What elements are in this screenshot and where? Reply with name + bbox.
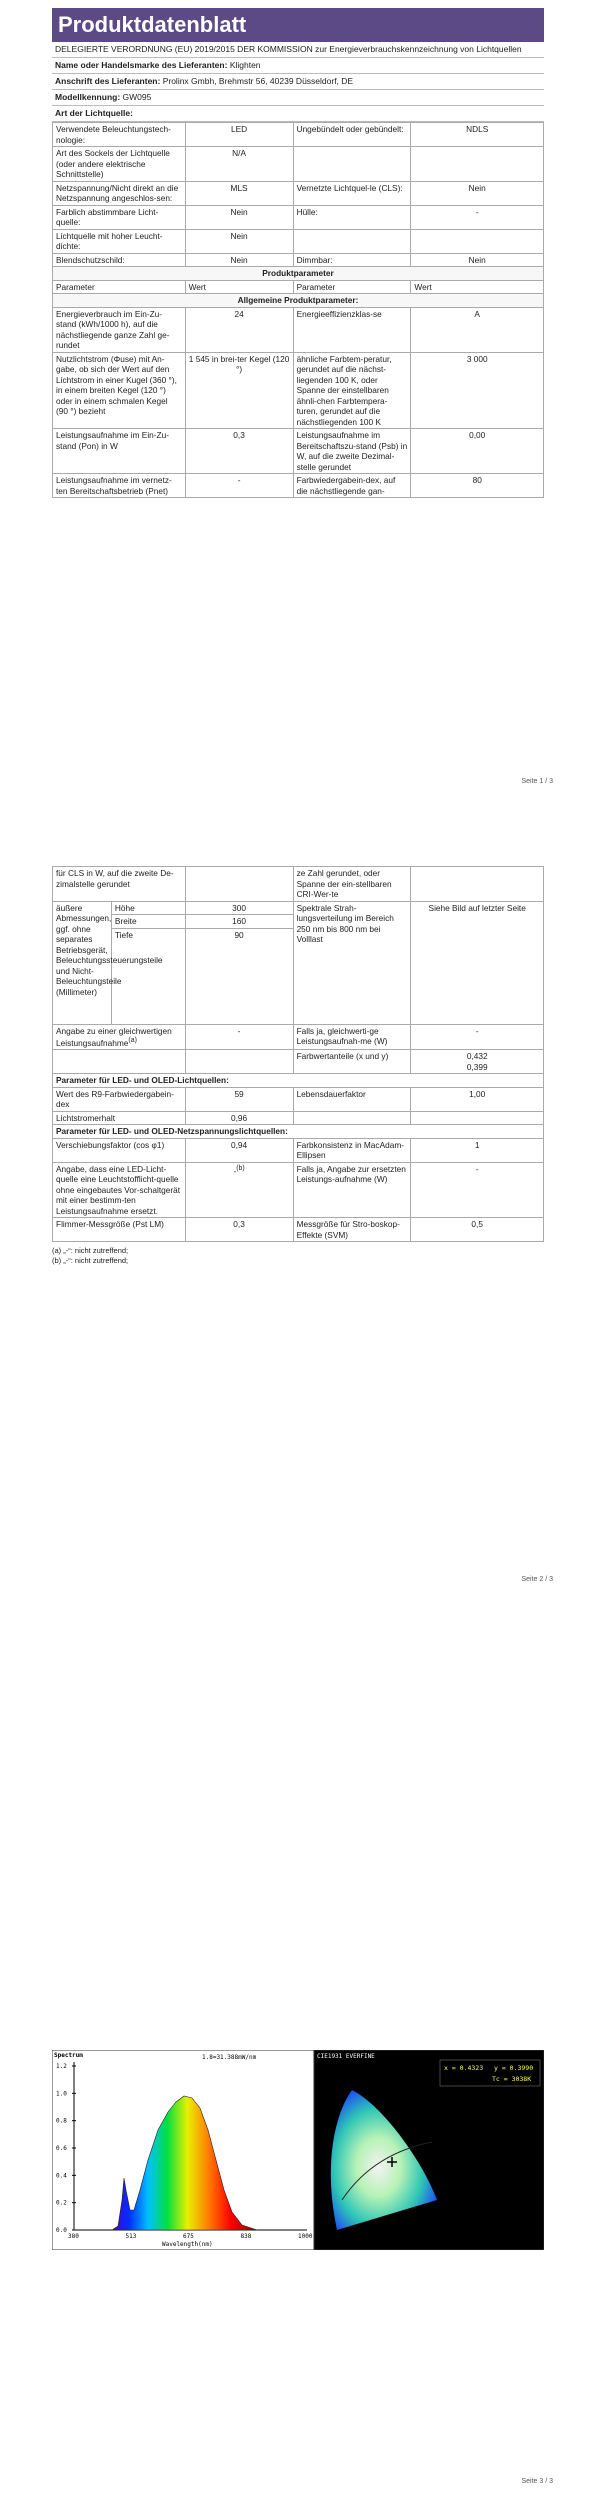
spectral-label: Spektrale Strah-lungsverteilung im Bereich 250 nm bis 800 nm bei Volllast — [293, 901, 411, 1024]
spectrum-x-tick: 675 — [183, 2233, 194, 2240]
spectrum-x-tick: 380 — [68, 2233, 79, 2240]
product-params-heading: Produktparameter — [53, 267, 544, 281]
table-row: Farblich abstimmbare Licht-quelle: Nein Hülle: - — [53, 205, 544, 229]
table-row: Lichtquelle mit hoher Leucht-dichte: Nein — [53, 229, 544, 253]
led-params-heading: Parameter für LED- und OLED-Lichtquellen: — [53, 1074, 544, 1088]
supplier-name-row: Name oder Handelsmarke des Lieferanten: Klighten — [52, 58, 544, 74]
spectrum-figure — [52, 2050, 544, 2250]
spectrum-y-tick: 0.4 — [56, 2172, 67, 2180]
cie-title: CIE1931 EVERFINE — [317, 2053, 375, 2060]
light-source-type-heading: Art der Lichtquelle: — [52, 106, 544, 122]
table-row: Lichtstromerhalt 0,96 — [53, 1111, 544, 1125]
supplier-address-row: Anschrift des Lieferanten: Prolinx Gmbh, Brehmstr 56, 40239 Düsseldorf, DE — [52, 74, 544, 90]
spectral-value: Siehe Bild auf letzter Seite — [411, 901, 544, 1024]
table-row: Verwendete Beleuchtungstech-nologie: LED Ungebündelt oder gebündelt: NDLS — [53, 123, 544, 147]
page-3 — [52, 2050, 544, 2255]
regulation-text: DELEGIERTE VERORDNUNG (EU) 2019/2015 DER KOMMISSION zur Energieverbrauchskennzeichnung von Lichtquellen — [52, 42, 544, 58]
spectrum-y-tick: 1.0 — [56, 2090, 67, 2098]
table-row: Farbwertanteile (x und y) 0,432 0,399 — [53, 1050, 544, 1074]
table-row: Blendschutzschild: Nein Dimmbar: Nein — [53, 253, 544, 267]
dimensions-row: äußere Abmessungen, ggf. ohne separates Betriebsgerät, Beleuchtungssteuerungsteile und Nicht-Beleuchtungsteile (Millimeter) Höhe 300 Spektrale Strah-lungsverteilung im Bereich 250 nm bis 800 nm bei Volllast Siehe Bild auf letzter Seite — [53, 901, 544, 915]
spectrum-y-tick: 0.0 — [56, 2227, 67, 2234]
spectrum-x-tick: 513 — [125, 2233, 137, 2240]
spectrum-xlabel: Wavelength(nm) — [162, 2241, 213, 2248]
table-row: Tiefe 90 — [53, 928, 544, 1024]
page-number-2: Seite 2 / 3 — [521, 1576, 553, 1583]
table-row: Flimmer-Messgröße (Pst LM) 0,3 Messgröße für Stro-boskop-Effekte (SVM) 0,5 — [53, 1218, 544, 1242]
table-row: Wert des R9-Farbwiedergabein-dex 59 Lebensdauerfaktor 1,00 — [53, 1087, 544, 1111]
table-row: Leistungsaufnahme im Ein-Zu-stand (Pon) in W 0,3 Leistungsaufnahme im Bereitschaftszu-stand (Psb) in W, auf die zweite Dezimal-stelle gerundet 0,00 — [53, 429, 544, 474]
general-params-heading: Allgemeine Produktparameter: — [53, 294, 544, 308]
spectrum-title: Spectrum — [54, 2052, 83, 2059]
cie-x: x = 0.4323 — [444, 2064, 484, 2072]
table-row: Leistungsaufnahme im vernetz-ten Bereitschaftsbetrieb (Pnet) - Farbwiedergabein-dex, auf die nächstliegende gan- 80 — [53, 474, 544, 498]
page-1 — [52, 8, 544, 498]
cie-tc: Tc = 3038K — [492, 2075, 532, 2083]
table-header: Parameter Wert Parameter Wert — [53, 280, 544, 294]
table-row: Energieverbrauch im Ein-Zu-stand (kWh/1000 h), auf die nächstliegende ganze Zahl ge-rundet 24 Energieeffizienzklas-se A — [53, 307, 544, 352]
product-table-p2 — [52, 866, 544, 1242]
table-row: Angabe, dass eine LED-Licht-quelle eine Leuchtstofflicht-quelle ohne eingebautes Vor-schaltgerät mit einer bestimm-ten Leistungsaufnahme ersetzt. -$^{(b)}$ Falls ja, Angabe zur ersetzten Leistungs-aufnahme (W) - — [53, 1162, 544, 1218]
page-number-1: Seite 1 / 3 — [521, 778, 553, 785]
product-table-p1 — [52, 122, 544, 498]
table-row: für CLS in W, auf die zweite De-zimalstelle gerundet ze Zahl gerundet, oder Spanne der ein-stellbaren CRI-Wer-te — [53, 867, 544, 902]
spectrum-y-tick: 0.2 — [56, 2199, 67, 2207]
footnote-b: (b) „-“: nicht zutreffend; — [52, 1256, 129, 1266]
spectrum-y-tick: 0.6 — [56, 2145, 67, 2152]
cie-y: y = 0.3990 — [494, 2064, 534, 2072]
spectrum-x-tick: 1000 — [298, 2233, 313, 2240]
spectrum-y-tick: 1.2 — [56, 2063, 67, 2070]
doc-title: Produktdatenblatt — [52, 8, 544, 42]
table-row: Nutzlichtstrom (Φuse) mit An-gabe, ob sich der Wert auf den Lichtstrom in einer Kugel (360 °), in einem breiten Kegel (120 °) oder in einem schmalen Kegel (90 °) bezieht 1 545 in brei-ter Kegel (120 °) ähnliche Farbtem-peratur, gerundet auf die nächst-liegenden 100 K, oder Spanne der einstellbaren ähnli-chen Farbtempera-turen, gerundet auf die nächstliegenden 100 K 3 000 — [53, 352, 544, 429]
table-row: Art des Sockels der Lichtquelle (oder andere elektrische Schnittstelle) N/A — [53, 147, 544, 182]
table-row: Breite 160 — [53, 915, 544, 929]
spectrum-y-tick: 0.8 — [56, 2117, 67, 2125]
table-row: Verschiebungsfaktor (cos φ1) 0,94 Farbkonsistenz in MacAdam-Ellipsen 1 — [53, 1138, 544, 1162]
dimensions-label: äußere Abmessungen, ggf. ohne separates Betriebsgerät, Beleuchtungssteuerungsteile und Nicht-Beleuchtungsteile (Millimeter) — [53, 901, 112, 1024]
table-row: Angabe zu einer gleichwertigen Leistungsaufnahme$^{(a)}$ - Falls ja, gleichwerti-ge Leistungsaufnah-me (W) - — [53, 1024, 544, 1050]
spectrum-header: 1.8=31.388mW/nm — [202, 2054, 257, 2061]
table-row: Netzspannung/Nicht direkt an die Netzspannung angeschlos-sen: MLS Vernetzte Lichtquel-le (CLS): Nein — [53, 181, 544, 205]
footnote-a: (a) „-“: nicht zutreffend; — [52, 1246, 129, 1256]
model-row: Modellkennung: GW095 — [52, 90, 544, 106]
spectrum-x-tick: 838 — [240, 2233, 252, 2240]
page-2 — [52, 866, 544, 1266]
mains-params-heading: Parameter für LED- und OLED-Netzspannungslichtquellen: — [53, 1125, 544, 1139]
page-number-3: Seite 3 / 3 — [521, 2478, 553, 2485]
